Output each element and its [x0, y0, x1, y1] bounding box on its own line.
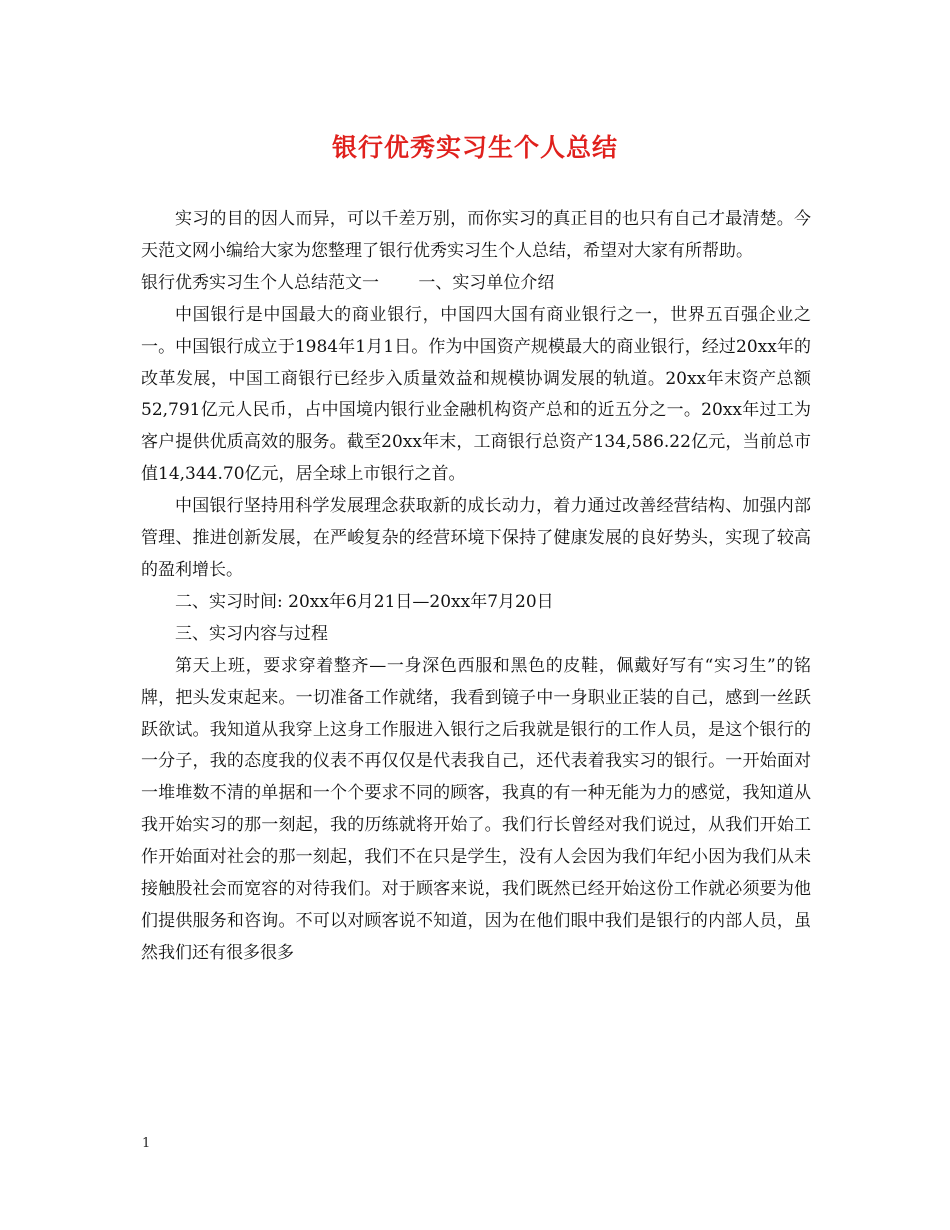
paragraph-section-heading: 银行优秀实习生个人总结范文一 一、实习单位介绍 [141, 272, 555, 293]
paragraph-intro: 实习的目的因人而异，可以千差万别，而你实习的真正目的也只有自己才最清楚。今天范文网小编给大家为您整理了银行优秀实习生个人总结，希望对大家有所帮助。 [141, 209, 811, 261]
document-title: 银行优秀实习生个人总结 [331, 133, 618, 162]
paragraph-bank-intro: 中国银行是中国最大的商业银行，中国四大国有商业银行之一，世界五百强企业之一。中国银行成立于1984年1月1日。作为中国资产规模最大的商业银行，经过20xx年的改革发展，中国工商银行已经步入质量效益和规模协调发展的轨道。20xx年末资产总额52,791亿元人民币，占中国境内银行业金融机构资产总和的近五分之一。20xx年过工为客户提供优质高效的服务。截至20xx年末，工商银行总资产134,586.22亿元，当前总市值14,344.70亿元，居全球上市银行之首。 [141, 304, 811, 485]
paragraph-internship-process: 第天上班，要求穿着整齐—一身深色西服和黑色的皮鞋，佩戴好写有“实习生”的铭牌，把头发束起来。一切准备工作就绪，我看到镜子中一身职业正装的自己，感到一丝跃跃欲试。我知道从我穿上这身工作服进入银行之后我就是银行的工作人员，是这个银行的一分子，我的态度我的仪表不再仅仅是代表我自己，还代表着我实习的银行。一开始面对一堆堆数不清的单据和一个个要求不同的顾客，我真的有一种无能为力的感觉，我知道从我开始实习的那一刻起，我的历练就将开始了。我们行长曾经对我们说过，从我们开始工作开始面对社会的那一刻起，我们不在只是学生，没有人会因为我们年纪小因为我们从未接触股社会而宽容的对待我们。对于顾客来说，我们既然已经开始这份工作就必须要为他们提供服务和咨询。不可以对顾客说不知道，因为在他们眼中我们是银行的内部人员，虽然我们还有很多很多 [141, 655, 811, 963]
paragraph-internship-content-heading: 三、实习内容与过程 [175, 623, 328, 644]
page-number: 1 [142, 1136, 151, 1151]
paragraph-bank-strategy: 中国银行坚持用科学发展理念获取新的成长动力，着力通过改善经营结构、加强内部管理、推进创新发展，在严峻复杂的经营环境下保持了健康发展的良好势头，实现了较高的盈利增长。 [141, 496, 811, 580]
document-body [141, 204, 811, 970]
paragraph-internship-time: 二、实习时间: 20xx年6月21日—20xx年7月20日 [175, 591, 554, 612]
